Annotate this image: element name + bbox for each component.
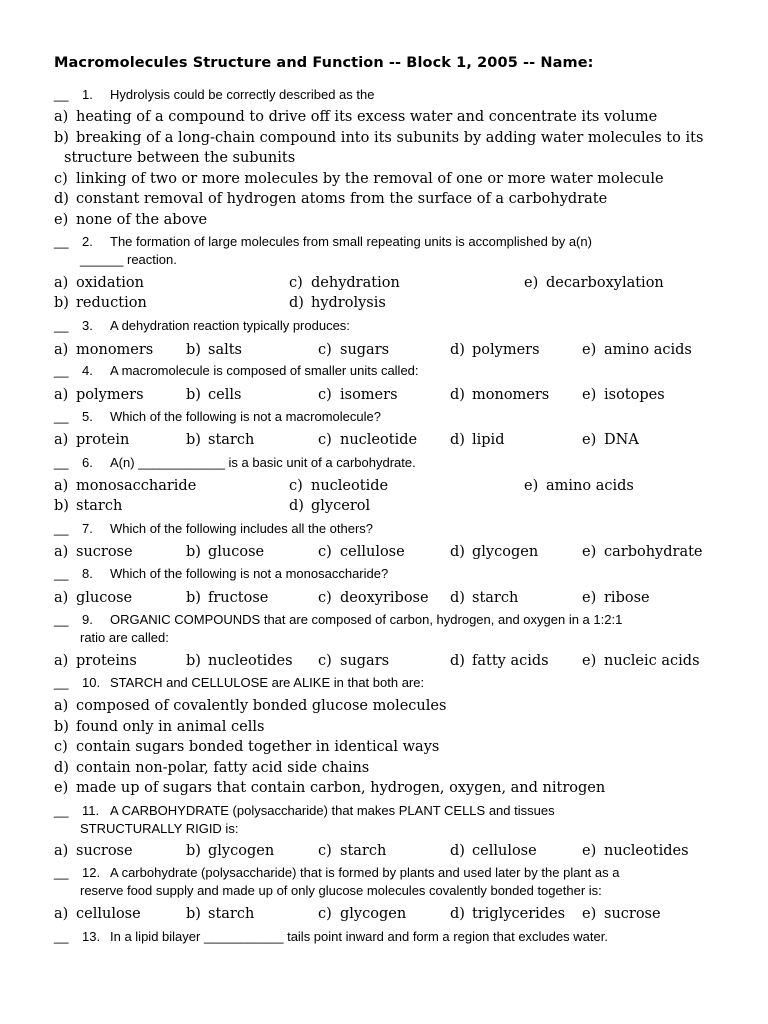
question-8: __ 8. Which of the following is not a monosaccharide? [54,566,389,581]
option-b: b) reduction [54,295,147,311]
option-c: c) deoxyribose [318,590,429,606]
option-a: a) composed of covalently bonded glucose molecules [54,698,447,714]
option-c: c) nucleotide [318,432,418,448]
option-a: a) oxidation [54,275,145,291]
option-a: a) protein [54,432,130,448]
option-d: d) hydrolysis [289,295,386,311]
option-b: b) starch [186,906,255,922]
question-13: __ 13. In a lipid bilayer ___________ tails point inward and form a region that excludes water. [54,929,608,944]
option-a: a) glucose [54,590,133,606]
question-text: Hydrolysis could be correctly described as the [110,87,375,102]
option-e: e) DNA [582,432,639,448]
option-c: c) nucleotide [289,478,389,494]
option-b: b) breaking of a long-chain compound into its subunits by adding water molecules to its structure between the subunits [54,129,704,166]
option-e: e) sucrose [582,906,661,922]
options-q10 [54,696,734,799]
question-6: __ 6. A(n) ____________ is a basic unit of a carbohydrate. [54,455,416,470]
option-e: e) amino acids [582,342,692,358]
option-c: c) linking of two or more molecules by the removal of one or more water molecule [54,170,664,187]
page-title: Macromolecules Structure and Function -- Block 1, 2005 -- Name: [54,55,594,71]
question-10: __ 10. STARCH and CELLULOSE are ALIKE in that both are: [54,675,425,690]
option-c: c) contain sugars bonded together in identical ways [54,739,440,755]
answer-blank: __ [54,87,69,102]
option-e: e) nucleic acids [582,653,700,669]
option-e: e) made up of sugars that contain carbon, hydrogen, oxygen, and nitrogen [54,780,606,796]
question-7: __ 7. Which of the following includes all the others? [54,521,374,536]
option-b: b) glycogen [186,843,275,859]
option-e: e) ribose [582,590,650,606]
question-4: __ 4. A macromolecule is composed of smaller units called: [54,363,419,378]
option-c: c) starch [318,843,387,859]
option-d: d) lipid [450,432,505,448]
option-d: d) glycerol [289,498,371,514]
option-d: d) contain non-polar, fatty acid side chains [54,759,370,776]
option-a: a) monomers [54,342,154,358]
option-d: d) cellulose [450,843,537,859]
option-b: b) fructose [186,590,269,606]
question-1: __ 1. Hydrolysis could be correctly described as the [54,87,375,102]
option-d: d) triglycerides [450,906,566,922]
option-e: e) decarboxylation [524,275,664,291]
options-q1 [54,107,734,230]
option-c: c) glycogen [318,906,407,922]
option-e: e) nucleotides [582,843,689,859]
question-3: __ 3. A dehydration reaction typically produces: [54,318,350,333]
option-b: b) cells [186,387,242,403]
option-b: b) salts [186,342,242,358]
option-b: b) found only in animal cells [54,718,265,735]
option-a: a) monosaccharide [54,478,197,494]
option-e: e) isotopes [582,387,665,403]
option-a: a) heating of a compound to drive off its excess water and concentrate its volume [54,109,658,125]
option-d: d) starch [450,590,519,606]
option-b: b) nucleotides [186,653,293,669]
option-d: d) constant removal of hydrogen atoms from the surface of a carbohydrate [54,191,608,207]
option-c: c) isomers [318,387,398,403]
option-a: a) sucrose [54,544,133,560]
question-5: __ 5. Which of the following is not a macromolecule? [54,409,381,424]
question-12: __ 12. A carbohydrate (polysaccharide) that is formed by plants and used later by the plant as a reserve food supply and made up of only glucose molecules covalently bonded together is: [54,865,620,898]
option-d: d) glycogen [450,544,539,560]
option-b: b) glucose [186,544,265,560]
option-a: a) polymers [54,387,144,403]
question-9: __ 9. ORGANIC COMPOUNDS that are composed of carbon, hydrogen, and oxygen in a 1:2:1 ratio are called: [54,612,623,645]
option-c: c) sugars [318,653,390,669]
option-c: c) sugars [318,342,390,358]
option-d: d) fatty acids [450,653,549,669]
option-b: b) starch [54,498,123,514]
option-e: e) amino acids [524,478,634,494]
option-c: c) cellulose [318,544,405,560]
option-a: a) sucrose [54,843,133,859]
option-a: a) cellulose [54,906,141,922]
option-d: d) polymers [450,342,540,358]
question-11: __ 11. A CARBOHYDRATE (polysaccharide) that makes PLANT CELLS and tissues STRUCTURALLY RIGID is: [54,803,555,836]
option-c: c) dehydration [289,275,400,291]
option-d: d) monomers [450,387,550,403]
option-e: e) carbohydrate [582,544,703,560]
option-a: a) proteins [54,653,137,669]
option-b: b) starch [186,432,255,448]
question-2: __ 2. The formation of large molecules from small repeating units is accomplished by a(n) ______ reaction. [54,234,592,267]
option-e: e) none of the above [54,211,208,228]
